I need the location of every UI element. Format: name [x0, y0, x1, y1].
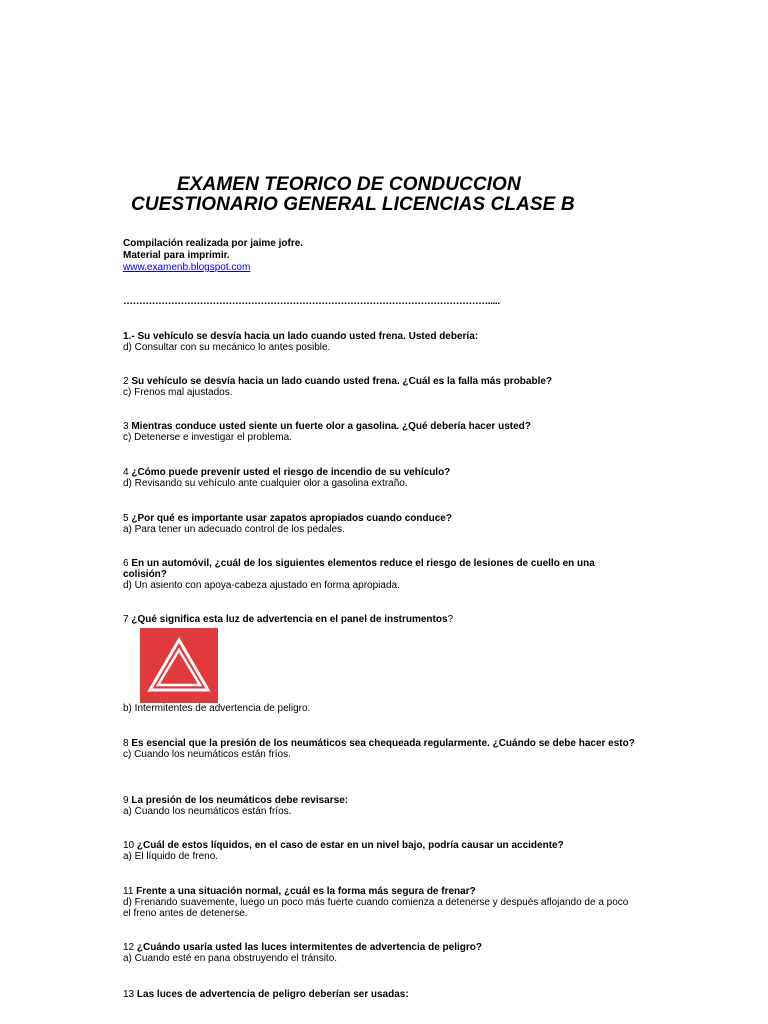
answer: d) Frenando suavemente, luego un poco más fuerte cuando comienza a detenerse y después aflojando de a poco el freno antes de detenerse. [123, 897, 629, 919]
question-7 [123, 614, 638, 625]
question-number: 8 [123, 738, 129, 749]
question-number: 11 [123, 886, 134, 897]
blog-link[interactable]: www.examenb.blogspot.com [123, 262, 251, 273]
question-2 [123, 376, 638, 398]
question-text: ¿Cómo puede prevenir usted el riesgo de incendio de su vehículo? [131, 467, 451, 478]
separator: ……………………………………………………………………………………………………..... [123, 296, 500, 307]
title-line-2: CUESTIONARIO GENERAL LICENCIAS CLASE B [131, 194, 575, 215]
question-text: Su vehículo se desvía hacia un lado cuando usted frena. ¿Cuál es la falla más probable? [131, 376, 553, 387]
question-1 [123, 331, 638, 353]
answer: d) Un asiento con apoya-cabeza ajustado en forma apropiada. [123, 580, 400, 591]
question-text: Mientras conduce usted siente un fuerte olor a gasolina. ¿Qué debería hacer usted? [131, 421, 531, 432]
answer: d) Revisando su vehículo ante cualquier olor a gasolina extraño. [123, 478, 408, 489]
question-11 [123, 886, 638, 919]
answer: a) Cuando los neumáticos están fríos. [123, 806, 292, 817]
question-number: 2 [123, 376, 129, 387]
answer: c) Frenos mal ajustados. [123, 387, 233, 398]
answer: b) Intermitentes de advertencia de peligro. [123, 703, 311, 714]
question-text: ¿Cuándo usaría usted las luces intermitentes de advertencia de peligro? [136, 942, 483, 953]
hazard-warning-icon [140, 628, 218, 703]
question-10 [123, 840, 638, 862]
answer: a) Para tener un adecuado control de los pedales. [123, 524, 345, 535]
question-text: Su vehículo se desvía hacia un lado cuando usted frena. Usted debería: [137, 331, 479, 342]
meta-block [123, 238, 303, 274]
printable-note: Material para imprimir. [123, 250, 230, 261]
answer: a) Cuando esté en pana obstruyendo el tránsito. [123, 953, 338, 964]
question-number: 7 [123, 614, 129, 625]
question-13 [123, 989, 638, 1000]
question-3 [123, 421, 638, 443]
question-number: 3 [123, 421, 129, 432]
question-text: La presión de los neumáticos debe revisarse: [131, 795, 349, 806]
question-5 [123, 513, 638, 535]
question-mark: ? [447, 614, 454, 625]
question-text: ¿Cuál de estos líquidos, en el caso de estar en un nivel bajo, podría causar un accidente? [136, 840, 564, 851]
question-number: 9 [123, 795, 129, 806]
question-8 [123, 738, 638, 760]
answer: d) Consultar con su mecánico lo antes posible. [123, 342, 331, 353]
question-7-answer [123, 703, 638, 714]
question-text: ¿Por qué es importante usar zapatos apropiados cuando conduce? [131, 513, 452, 524]
question-9 [123, 795, 638, 817]
compiled-by: Compilación realizada por jaime jofre. [123, 238, 304, 249]
question-text: Las luces de advertencia de peligro deberían ser usadas: [136, 989, 409, 1000]
question-number: 12 [123, 942, 135, 953]
answer: a) El líquido de freno. [123, 851, 219, 862]
answer: c) Detenerse e investigar el problema. [123, 432, 292, 443]
question-number: 5 [123, 513, 129, 524]
question-number: 10 [123, 840, 135, 851]
question-text: Es esencial que la presión de los neumáticos sea chequeada regularmente. ¿Cuándo se debe hacer esto? [131, 738, 635, 749]
question-text: En un automóvil, ¿cuál de los siguientes elementos reduce el riesgo de lesiones de cuello en una colisión? [123, 558, 595, 580]
question-4 [123, 467, 638, 489]
question-text: Frente a una situación normal, ¿cuál es la forma más segura de frenar? [136, 886, 476, 897]
question-number: 4 [123, 467, 129, 478]
question-number: 6 [123, 558, 129, 569]
title-line-1: EXAMEN TEORICO DE CONDUCCION [177, 174, 521, 195]
question-number: 13 [123, 989, 135, 1000]
answer: c) Cuando los neumáticos están fríos. [123, 749, 291, 760]
question-number: 1.- [123, 331, 135, 342]
question-text: ¿Qué significa esta luz de advertencia en el panel de instrumentos [131, 614, 448, 625]
question-6 [123, 558, 638, 591]
question-12 [123, 942, 638, 964]
